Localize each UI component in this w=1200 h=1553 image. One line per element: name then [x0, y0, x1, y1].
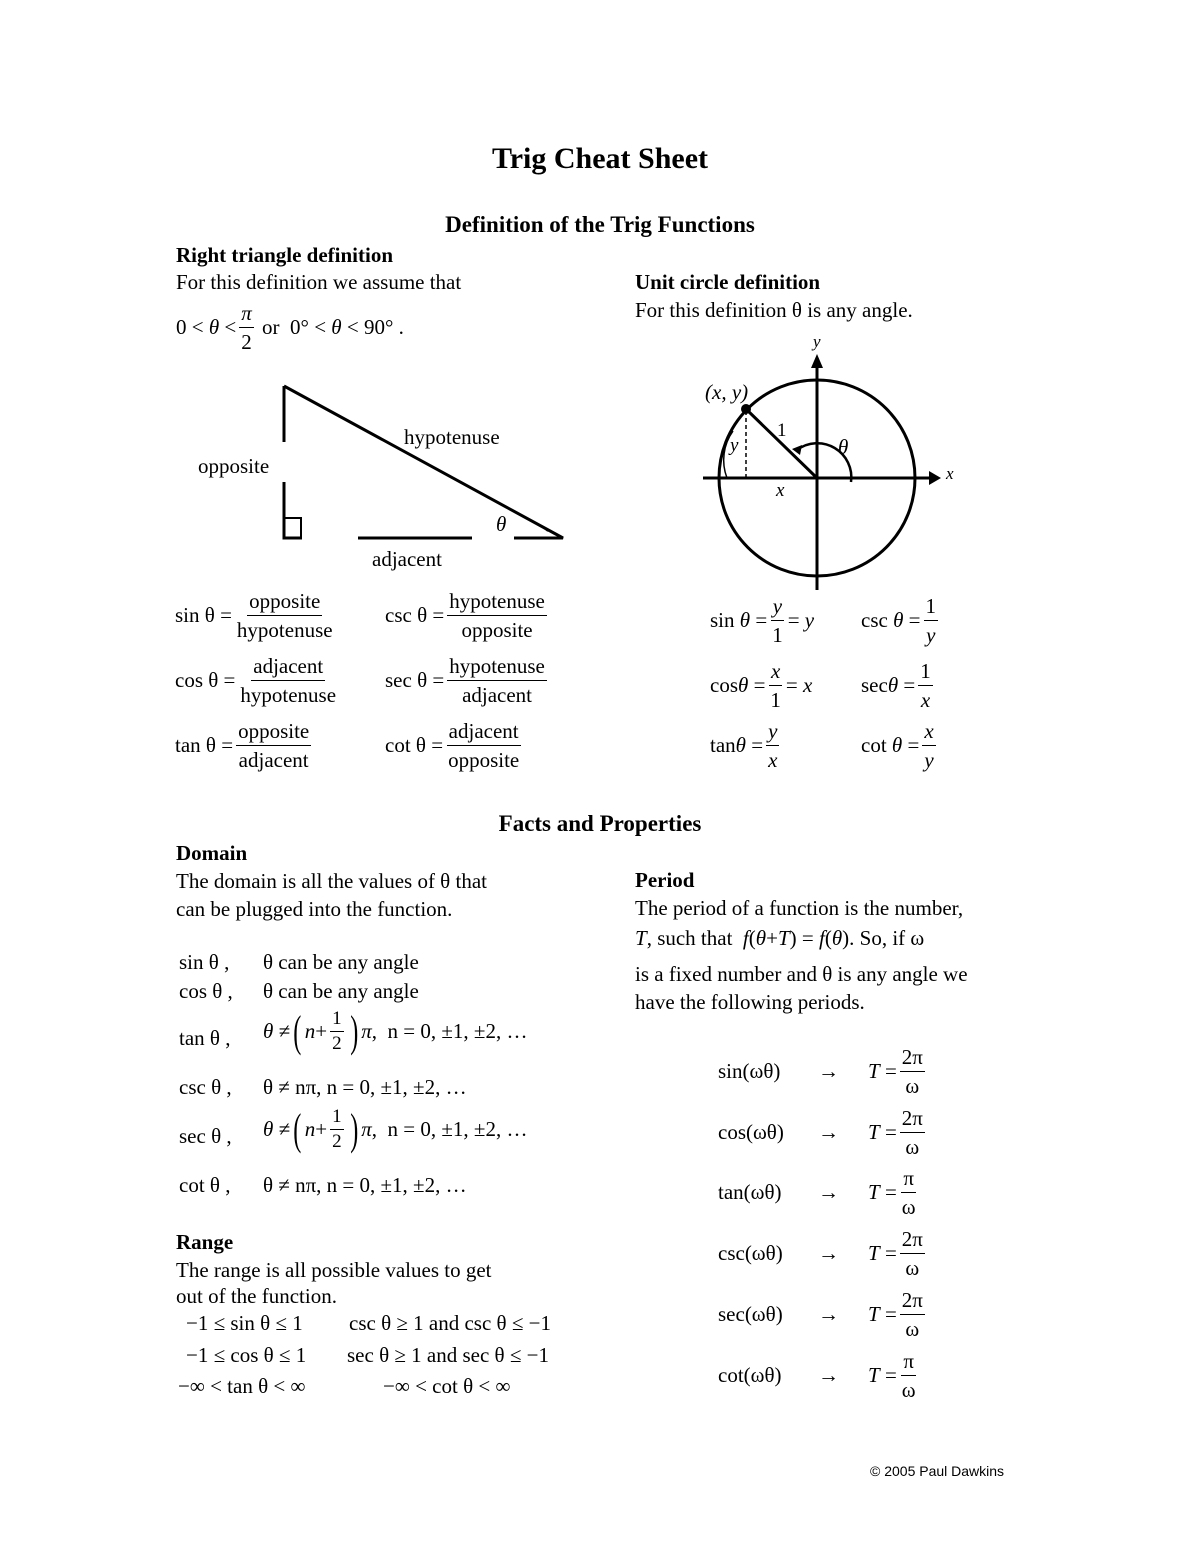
- right-triangle-intro: For this definition we assume that: [176, 270, 462, 294]
- domain-sin-cond: θ can be any angle: [263, 950, 419, 974]
- period-text-3: is a fixed number and θ is any angle we: [635, 962, 968, 986]
- domain-text-2: can be plugged into the function.: [176, 897, 453, 921]
- rt-tan-formula: tan θ = $\frac{\text{opposite}}{\text{adjacent}}$: [175, 719, 310, 772]
- domain-cos-fn: cos θ ,: [179, 979, 233, 1003]
- period-csc: csc(ωθ) → T = $\frac{2\pi}{\omega}$: [718, 1227, 923, 1280]
- period-sin: sin(ωθ) → T = $\frac{2\pi}{\omega}$: [718, 1045, 923, 1098]
- section-heading-facts: Facts and Properties: [498, 811, 702, 836]
- triangle-theta-label: θ: [496, 512, 507, 536]
- unit-circle-heading: Unit circle definition: [635, 270, 821, 294]
- circle-theta-label: θ: [838, 435, 849, 459]
- range-csc: csc θ ≥ 1 and csc θ ≤ −1: [349, 1311, 551, 1335]
- uc-tan-formula: tanθ = $\frac{y}{x}$: [710, 719, 778, 772]
- domain-csc-cond: θ ≠ nπ, n = 0, ±1, ±2, …: [263, 1075, 467, 1099]
- range-cos: −1 ≤ cos θ ≤ 1: [186, 1343, 307, 1367]
- domain-sec-expr: θ ≠ ( n+ $\frac{1}{2}$ ) π, n = 0, ±1, ±2, …: [263, 1104, 528, 1154]
- period-text-1: The period of a function is the number,: [635, 896, 964, 920]
- range-cot: −∞ < cot θ < ∞: [383, 1374, 511, 1398]
- range-text-1: The range is all possible values to get: [176, 1258, 492, 1282]
- period-text-4: have the following periods.: [635, 990, 865, 1014]
- domain-cos-cond: θ can be any angle: [263, 979, 419, 1003]
- hypotenuse-label: hypotenuse: [404, 425, 500, 449]
- range-sin: −1 ≤ sin θ ≤ 1: [186, 1311, 303, 1335]
- angle-assumption: 0 < θ < $\frac{\pi}{2}$ or 0° < θ < 90° .: [176, 301, 404, 354]
- page-title: Trig Cheat Sheet: [491, 142, 709, 175]
- unit-circle-intro: For this definition θ is any angle.: [635, 298, 913, 322]
- period-sec: sec(ωθ) → T = $\frac{2\pi}{\omega}$: [718, 1288, 923, 1341]
- rt-csc-formula: csc θ = $\frac{\text{hypotenuse}}{\text{opposite}}$: [385, 589, 545, 642]
- opposite-label: opposite: [198, 454, 270, 478]
- domain-heading: Domain: [176, 841, 248, 865]
- y-segment-label: y: [730, 435, 739, 456]
- point-xy-label: (x, y): [705, 380, 749, 404]
- domain-csc-fn: csc θ ,: [179, 1075, 232, 1099]
- range-heading: Range: [176, 1230, 234, 1254]
- rt-cos-formula: cos θ = $\frac{\text{adjacent}}{\text{hypotenuse}}$: [175, 654, 337, 707]
- rt-cot-formula: cot θ = $\frac{\text{adjacent}}{\text{opposite}}$: [385, 719, 520, 772]
- domain-cot-cond: θ ≠ nπ, n = 0, ±1, ±2, …: [263, 1173, 467, 1197]
- domain-cot-fn: cot θ ,: [179, 1173, 231, 1197]
- domain-tan-fn: tan θ ,: [179, 1026, 231, 1050]
- x-axis-label: x: [946, 464, 954, 483]
- uc-csc-formula: csc θ = $\frac{1}{y}$: [861, 594, 936, 647]
- range-sec: sec θ ≥ 1 and sec θ ≤ −1: [347, 1343, 549, 1367]
- period-cos: cos(ωθ) → T = $\frac{2\pi}{\omega}$: [718, 1106, 923, 1159]
- uc-sin-formula: sin θ = $\frac{y}{1}$ = y: [710, 594, 815, 647]
- domain-sin-fn: sin θ ,: [179, 950, 230, 974]
- uc-cot-formula: cot θ = $\frac{x}{y}$: [861, 719, 934, 772]
- radius-label: 1: [777, 420, 787, 441]
- range-text-2: out of the function.: [176, 1284, 337, 1308]
- domain-tan-expr: θ ≠ ( n+ $\frac{1}{2}$ ) π, n = 0, ±1, ±2, …: [263, 1006, 528, 1056]
- copyright-notice: © 2005 Paul Dawkins: [870, 1463, 1005, 1479]
- x-segment-label: x: [776, 480, 785, 501]
- range-tan: −∞ < tan θ < ∞: [178, 1374, 306, 1398]
- right-triangle-heading: Right triangle definition: [176, 243, 394, 267]
- period-cot: cot(ωθ) → T = $\frac{\pi}{\omega}$: [718, 1349, 916, 1402]
- uc-cos-formula: cosθ = $\frac{x}{1}$ = x: [710, 659, 813, 712]
- adjacent-label: adjacent: [372, 547, 442, 571]
- rt-sin-formula: sin θ = $\frac{\text{opposite}}{\text{hypotenuse}}$: [175, 589, 333, 642]
- period-heading: Period: [635, 868, 695, 892]
- period-tan: tan(ωθ) → T = $\frac{\pi}{\omega}$: [718, 1166, 916, 1219]
- y-axis-label: y: [813, 332, 821, 351]
- section-heading-definitions: Definition of the Trig Functions: [445, 212, 755, 237]
- domain-text-1: The domain is all the values of θ that: [176, 869, 487, 893]
- period-text-2: T, such that f(θ+T) = f(θ) . So, if ω: [635, 926, 925, 950]
- domain-sec-fn: sec θ ,: [179, 1124, 232, 1148]
- rt-sec-formula: sec θ = $\frac{\text{hypotenuse}}{\text{adjacent}}$: [385, 654, 545, 707]
- uc-sec-formula: secθ = $\frac{1}{x}$: [861, 659, 931, 712]
